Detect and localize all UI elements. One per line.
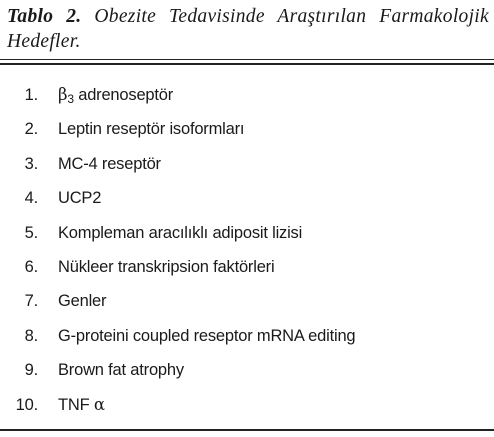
list-item	[0, 147, 494, 181]
item-label-rest: adrenoseptör	[73, 86, 174, 104]
item-number: 7.	[24, 292, 38, 311]
bottom-rule	[0, 429, 494, 431]
item-label: Leptin reseptör isoformları	[58, 120, 245, 139]
top-rule-thin	[0, 59, 494, 60]
item-number: 9.	[24, 361, 38, 380]
item-number: 4.	[24, 189, 38, 208]
item-label: Kompleman aracılıklı adiposit lizisi	[58, 223, 303, 242]
item-label: Brown fat atrophy	[58, 361, 184, 380]
list-item	[0, 284, 494, 318]
item-number: 8.	[24, 326, 38, 345]
list-item	[0, 216, 494, 250]
item-number: 2.	[24, 120, 38, 139]
item-number: 10.	[15, 395, 38, 414]
list-item	[0, 78, 494, 112]
item-label	[58, 78, 173, 112]
item-number: 6.	[24, 257, 38, 276]
item-number: 1.	[24, 86, 38, 104]
alpha-symbol: α	[93, 394, 105, 414]
item-label: MC-4 reseptör	[58, 154, 161, 173]
item-label: Genler	[58, 292, 107, 311]
subscript: 3	[67, 92, 74, 106]
item-number: 3.	[24, 154, 38, 173]
list-item	[0, 388, 494, 422]
item-label	[58, 388, 105, 422]
item-number: 5.	[24, 223, 38, 242]
list-item	[0, 353, 494, 387]
item-label: G-proteini coupled reseptor mRNA editing	[58, 326, 356, 345]
beta-symbol: β	[58, 85, 68, 104]
list-item	[0, 250, 494, 284]
table-caption	[7, 4, 489, 54]
list-item	[0, 181, 494, 215]
caption-text: Obezite Tedavisinde Araştırılan Farmakolojik Hedefler.	[7, 6, 489, 52]
top-rule-thick	[0, 63, 494, 65]
caption-lead: Tablo 2.	[7, 6, 82, 27]
item-label: UCP2	[58, 189, 102, 208]
list-item	[0, 319, 494, 353]
item-label-main: TNF	[58, 395, 94, 414]
target-list	[0, 78, 494, 422]
list-item	[0, 112, 494, 146]
item-label: Nükleer transkripsion faktörleri	[58, 257, 275, 276]
